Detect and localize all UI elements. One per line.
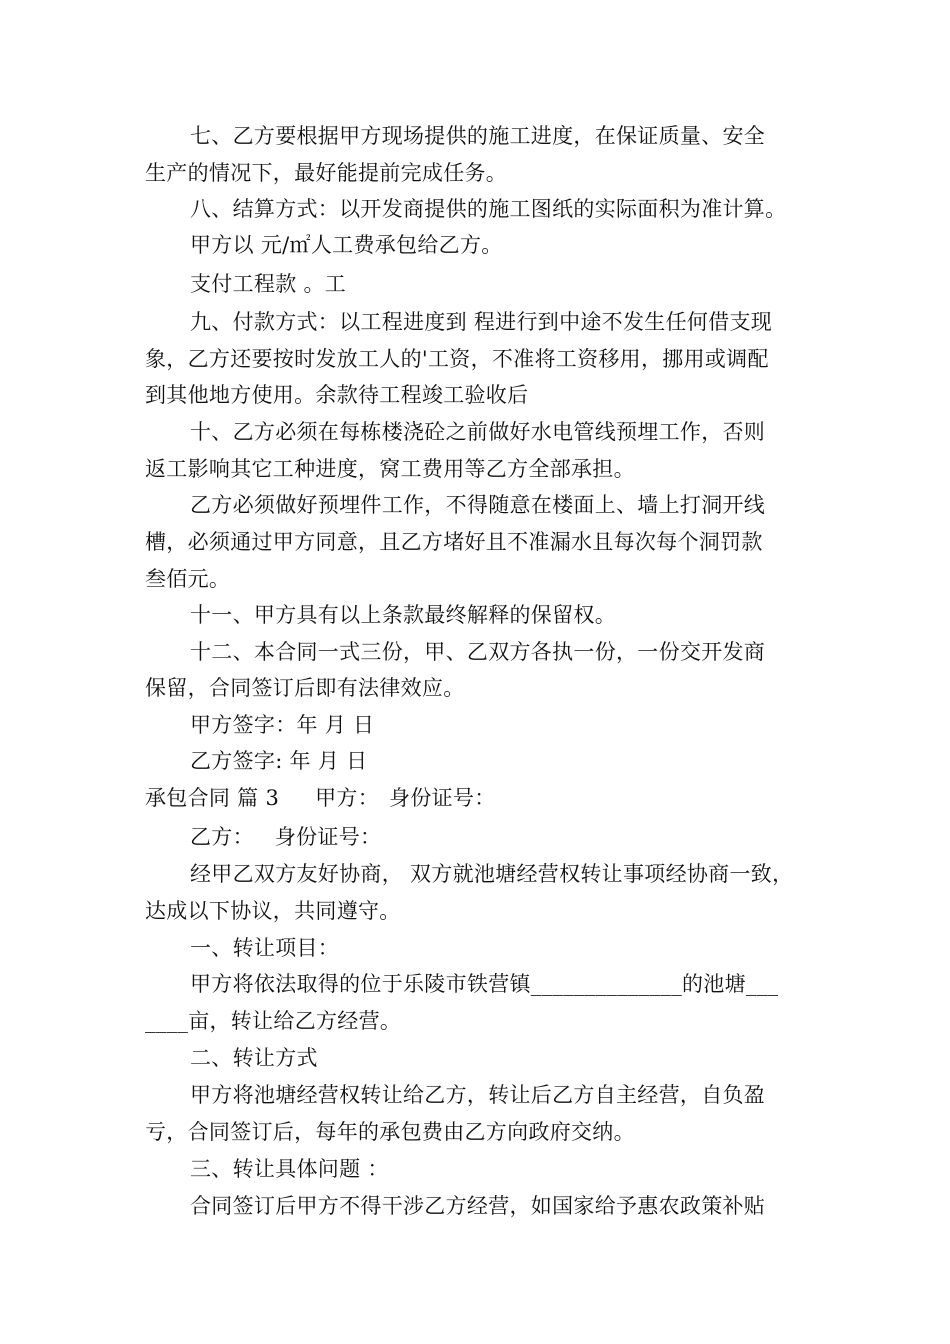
section-2-line-1: 甲方将池塘经营权转让给乙方，转让后乙方自主经营，自负盈 xyxy=(190,1083,766,1107)
paragraph-7-line-2: 生产的情况下，最好能提前完成任务。 xyxy=(145,161,508,185)
intro-line-2: 达成以下协议，共同遵守。 xyxy=(145,899,401,923)
party-b-info: 乙方： 身份证号： xyxy=(190,825,382,849)
section-1-line-1: 甲方将依法取得的位于乐陵市铁营镇______________的池塘___ xyxy=(190,972,779,996)
section-2-line-2: 亏，合同签订后，每年的承包费由乙方向政府交纳。 xyxy=(145,1120,635,1144)
party-b-signature: 乙方签字: 年 月 日 xyxy=(190,749,368,773)
paragraph-10-line-1: 十、乙方必须在每栋楼浇砼之前做好水电管线预埋工作，否则 xyxy=(190,420,766,444)
section-2-heading: 二、转让方式 xyxy=(190,1046,318,1070)
party-a-label: 甲方： xyxy=(315,786,380,810)
paragraph-8-line-2: 甲方以 元/㎡人工费承包给乙方。 xyxy=(190,233,503,257)
paragraph-12-line-2: 保留，合同签订后即有法律效应。 xyxy=(145,676,465,700)
paragraph-12-line-1: 十二、本合同一式三份，甲、乙双方各执一份，一份交开发商 xyxy=(190,640,766,664)
paragraph-8-line-1: 八、结算方式：以开发商提供的施工图纸的实际面积为准计算。 xyxy=(190,197,787,221)
paragraph-7-line-1: 七、乙方要根据甲方现场提供的施工进度，在保证质量、安全 xyxy=(190,124,766,148)
paragraph-9-line-1: 九、付款方式：以工程进度到 程进行到中途不发生任何借支现 xyxy=(190,310,773,334)
paragraph-embedded-line-1: 乙方必须做好预埋件工作，不得随意在楼面上、墙上打洞开线 xyxy=(190,493,766,517)
contract-title: 承包合同 篇 3 xyxy=(145,786,280,810)
paragraph-9-line-2: 象，乙方还要按时发放工人的'工资，不准将工资移用，挪用或调配 xyxy=(145,347,769,371)
paragraph-10-line-2: 返工影响其它工种进度，窝工费用等乙方全部承担。 xyxy=(145,457,635,481)
payment-line: 支付工程款 。工 xyxy=(190,272,347,296)
section-1-line-2: ____亩，转让给乙方经营。 xyxy=(145,1009,402,1033)
contract-3-heading xyxy=(145,784,496,812)
party-a-id-label: 身份证号： xyxy=(389,786,496,810)
section-1-heading: 一、转让项目： xyxy=(190,936,340,960)
intro-line-1: 经甲乙双方友好协商， 双方就池塘经营权转让事项经协商一致， xyxy=(190,862,794,886)
section-3-line-1: 合同签订后甲方不得干涉乙方经营，如国家给予惠农政策补贴 xyxy=(190,1194,766,1218)
paragraph-embedded-line-3: 叁佰元。 xyxy=(145,567,231,591)
party-a-signature: 甲方签字：年 月 日 xyxy=(190,713,375,737)
paragraph-9-line-3: 到其他地方使用。余款待工程竣工验收后 xyxy=(145,383,529,407)
section-3-heading: 三、转让具体问题 ： xyxy=(190,1157,389,1181)
paragraph-embedded-line-2: 槽，必须通过甲方同意，且乙方堵好且不准漏水且每次每个洞罚款 xyxy=(145,530,763,554)
paragraph-11: 十一、甲方具有以上条款最终解释的保留权。 xyxy=(190,603,616,627)
